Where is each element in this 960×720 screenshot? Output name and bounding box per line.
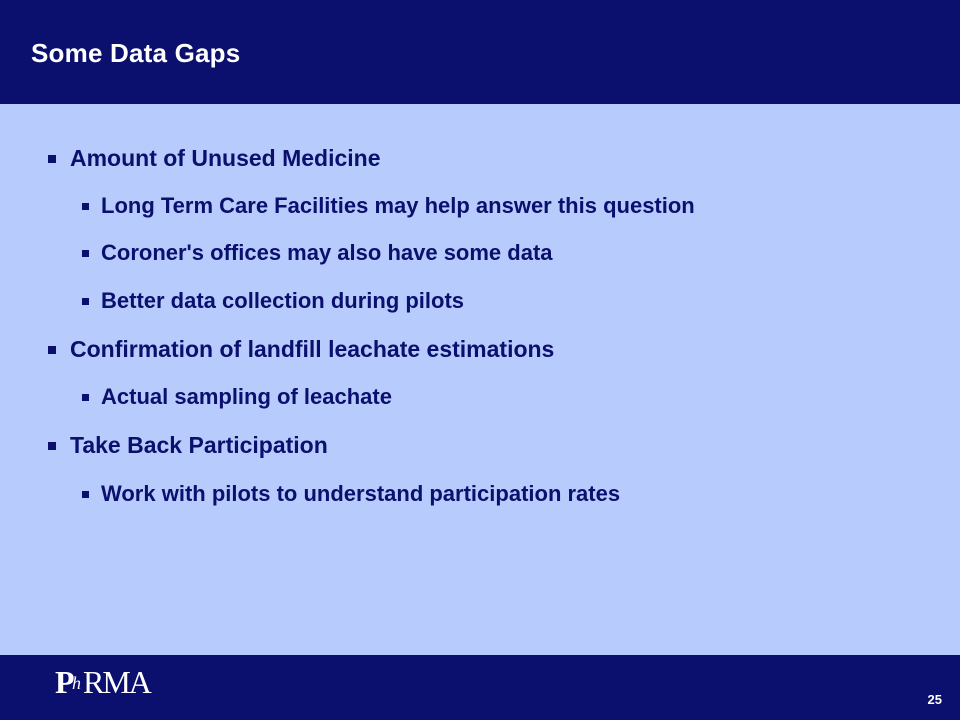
bullet-square-icon bbox=[82, 298, 89, 305]
bullet-item bbox=[48, 145, 381, 172]
sub-bullet-item bbox=[82, 193, 695, 219]
slide-title: Some Data Gaps bbox=[31, 38, 241, 68]
bullet-square-icon bbox=[82, 491, 89, 498]
bullet-text: Actual sampling of leachate bbox=[101, 384, 392, 409]
bullet-text: Take Back Participation bbox=[70, 432, 328, 458]
page-number: 25 bbox=[927, 692, 942, 707]
bullet-text: Work with pilots to understand participation rates bbox=[101, 481, 621, 506]
bullet-text: Coroner's offices may also have some data bbox=[101, 240, 553, 265]
bullet-square-icon bbox=[82, 250, 89, 257]
content-area bbox=[0, 104, 960, 655]
sub-bullet-item bbox=[82, 481, 620, 507]
bullet-square-icon bbox=[48, 155, 56, 163]
sub-bullet-item bbox=[82, 240, 553, 266]
bullet-square-icon bbox=[82, 394, 89, 401]
sub-bullet-item bbox=[82, 288, 464, 314]
bullet-text: Amount of Unused Medicine bbox=[70, 145, 381, 171]
bullet-text: Long Term Care Facilities may help answer this question bbox=[101, 193, 695, 218]
svg-text:P: P bbox=[55, 665, 74, 699]
bullet-square-icon bbox=[48, 346, 56, 354]
bullet-text: Better data collection during pilots bbox=[101, 288, 465, 313]
bullet-item bbox=[48, 432, 328, 459]
sub-bullet-item bbox=[82, 384, 392, 410]
svg-text:h: h bbox=[72, 673, 80, 693]
bullet-square-icon bbox=[82, 203, 89, 210]
bullet-text: Confirmation of landfill leachate estimations bbox=[70, 336, 555, 362]
bullet-square-icon bbox=[48, 442, 56, 450]
title-bar bbox=[0, 0, 960, 104]
bullet-item bbox=[48, 336, 554, 363]
phrma-logo bbox=[55, 665, 165, 699]
svg-text:RMA: RMA bbox=[83, 665, 150, 699]
